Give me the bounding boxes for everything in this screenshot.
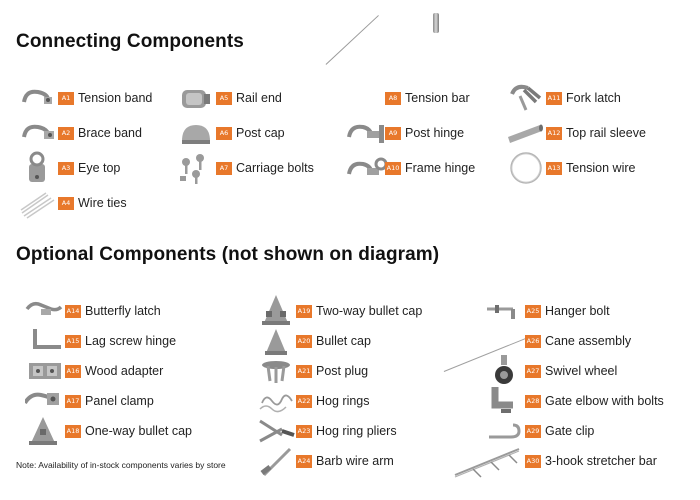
code-badge: A12 (546, 127, 562, 140)
component-label: Wood adapter (85, 364, 164, 378)
code-badge: A27 (525, 365, 541, 378)
component-label: Brace band (78, 126, 142, 140)
code-badge: A1 (58, 92, 74, 105)
code-badge: A9 (385, 127, 401, 140)
post-cap-icon (176, 115, 220, 151)
code-badge: A4 (58, 197, 74, 210)
component-label: Wire ties (78, 196, 127, 210)
code-badge: A6 (216, 127, 232, 140)
wire-ties-icon (18, 185, 62, 221)
fence-post-icon (433, 13, 439, 33)
code-badge: A2 (58, 127, 74, 140)
component-label: Cane assembly (545, 334, 632, 348)
code-badge: A8 (385, 92, 401, 105)
component-label: One-way bullet cap (85, 424, 193, 438)
component-label: Post cap (236, 126, 285, 140)
code-badge: A30 (525, 455, 541, 468)
code-badge: A7 (216, 162, 232, 175)
code-badge: A28 (525, 395, 541, 408)
component-label: Post plug (316, 364, 369, 378)
component-label: Gate clip (545, 424, 595, 438)
component-label: Frame hinge (405, 161, 476, 175)
tension-bar-icon (326, 15, 380, 65)
component-label: Two-way bullet cap (316, 304, 423, 318)
code-badge: A5 (216, 92, 232, 105)
tension-band-icon (18, 80, 62, 116)
component-label: Hog ring pliers (316, 424, 397, 438)
code-badge: A16 (65, 365, 81, 378)
code-badge: A11 (546, 92, 562, 105)
code-badge: A29 (525, 425, 541, 438)
carriage-bolts-icon (176, 150, 220, 186)
code-badge: A22 (296, 395, 312, 408)
code-badge: A14 (65, 305, 81, 318)
component-label: Rail end (236, 91, 282, 105)
code-badge: A3 (58, 162, 74, 175)
code-badge: A15 (65, 335, 81, 348)
component-label: Tension wire (566, 161, 636, 175)
component-label: Carriage bolts (236, 161, 314, 175)
code-badge: A20 (296, 335, 312, 348)
component-label: 3-hook stretcher bar (545, 454, 657, 468)
component-label: Butterfly latch (85, 304, 161, 318)
optional-components-heading: Optional Components (not shown on diagram) (16, 244, 440, 265)
component-label: Eye top (78, 161, 121, 175)
component-label: Bullet cap (316, 334, 371, 348)
component-label: Hanger bolt (545, 304, 610, 318)
frame-hinge-icon (345, 150, 389, 186)
component-label: Top rail sleeve (566, 126, 646, 140)
component-label: Tension band (78, 91, 153, 105)
component-label: Post hinge (405, 126, 465, 140)
hanger-bolt-icon (485, 293, 529, 329)
code-badge: A24 (296, 455, 312, 468)
code-badge: A10 (385, 162, 401, 175)
component-label: Lag screw hinge (85, 334, 177, 348)
top-rail-sleeve-icon (506, 115, 550, 151)
code-badge: A26 (525, 335, 541, 348)
brace-band-icon (18, 115, 62, 151)
component-label: Gate elbow with bolts (545, 394, 664, 408)
code-badge: A18 (65, 425, 81, 438)
component-label: Tension bar (405, 91, 470, 105)
code-badge: A13 (546, 162, 562, 175)
stretcher-bar-icon (453, 443, 525, 479)
tension-wire-icon (506, 148, 550, 184)
eye-top-icon (18, 150, 62, 186)
post-hinge-icon (345, 115, 389, 151)
component-label: Fork latch (566, 91, 621, 105)
rail-end-icon (176, 80, 220, 116)
code-badge: A17 (65, 395, 81, 408)
barb-wire-arm-icon (256, 443, 300, 479)
fork-latch-icon (506, 80, 550, 116)
code-badge: A25 (525, 305, 541, 318)
code-badge: A19 (296, 305, 312, 318)
code-badge: A23 (296, 425, 312, 438)
component-label: Hog rings (316, 394, 370, 408)
component-label: Swivel wheel (545, 364, 618, 378)
availability-note: Note: Availability of in-stock components varies by store (16, 460, 226, 470)
component-label: Barb wire arm (316, 454, 394, 468)
one-way-bullet-cap-icon (25, 413, 69, 449)
component-label: Panel clamp (85, 394, 154, 408)
code-badge: A21 (296, 365, 312, 378)
connecting-components-heading: Connecting Components (16, 31, 244, 52)
